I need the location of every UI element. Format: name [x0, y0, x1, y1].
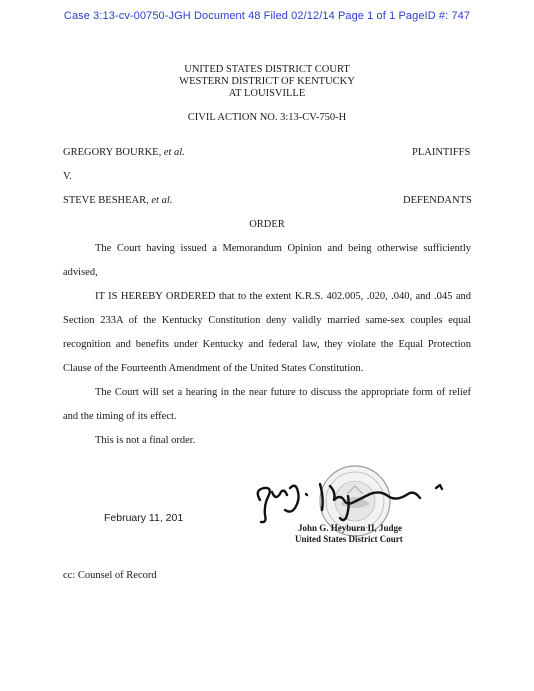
- order-title: ORDER: [249, 219, 285, 230]
- paragraph-2-line-1: IT IS HEREBY ORDERED that to the extent K.R.S. 402.005, .020, .040, and .045 and: [95, 291, 471, 302]
- paragraph-4: This is not a final order.: [95, 435, 196, 446]
- defendant-role: DEFENDANTS: [403, 195, 472, 206]
- case-header: Case 3:13-cv-00750-JGH Document 48 Filed 02/12/14 Page 1 of 1 PageID #: 747: [63, 10, 471, 22]
- court-title-line-1: UNITED STATES DISTRICT COURT: [184, 64, 350, 75]
- court-name: United States District Court: [295, 534, 403, 544]
- cc-line: cc: Counsel of Record: [63, 570, 157, 581]
- paragraph-3-line-2: and the timing of its effect.: [63, 411, 177, 422]
- paragraph-2-line-3: recognition and benefits under Kentucky and federal law, they violate the Equal Protection: [63, 339, 471, 350]
- court-title-line-3: AT LOUISVILLE: [228, 88, 306, 99]
- paragraph-2-line-2: Section 233A of the Kentucky Constitution deny validly married same-sex couples equal: [63, 315, 471, 326]
- versus: V.: [63, 171, 72, 182]
- court-title-line-2: WESTERN DISTRICT OF KENTUCKY: [179, 76, 355, 87]
- signature-date: February 11, 201: [104, 512, 184, 524]
- judge-signature-image: [252, 478, 452, 524]
- judge-name: John G. Heyburn II, Judge: [298, 523, 403, 533]
- plaintiff-role: PLAINTIFFS: [412, 147, 471, 158]
- plaintiff-name: GREGORY BOURKE, et al.: [63, 147, 185, 158]
- paragraph-3-line-1: The Court will set a hearing in the near future to discuss the appropriate form of relief: [95, 387, 471, 398]
- paragraph-1-line-1: The Court having issued a Memorandum Opinion and being otherwise sufficiently: [95, 243, 471, 254]
- defendant-name: STEVE BESHEAR, et al.: [63, 195, 173, 206]
- civil-action-number: CIVIL ACTION NO. 3:13-CV-750-H: [187, 112, 347, 123]
- paragraph-1-line-2: advised,: [63, 267, 98, 278]
- paragraph-2-line-4: Clause of the Fourteenth Amendment of the United States Constitution.: [63, 363, 364, 374]
